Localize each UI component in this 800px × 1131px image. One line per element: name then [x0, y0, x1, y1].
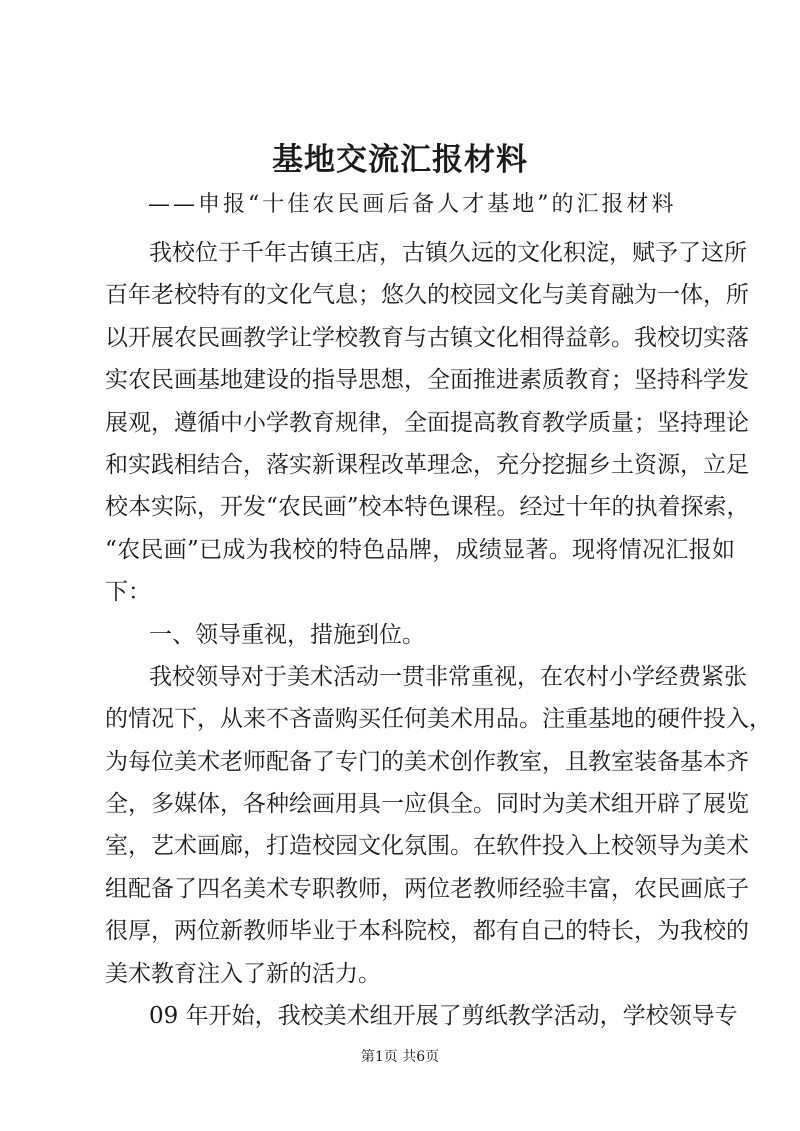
- paragraph-line: 组配备了四名美术专职教师，两位老教师经验丰富，农民画底子: [105, 875, 749, 902]
- paragraph-line: 的情况下，从来不吝啬购买任何美术用品。注重基地的硬件投入，: [105, 706, 772, 733]
- paragraph: [105, 614, 735, 656]
- paragraph-line: 全，多媒体，各种绘画用具一应俱全。同时为美术组开辟了展览: [105, 791, 749, 818]
- paragraph-line: 室，艺术画廊，打造校园文化氛围。在软件投入上校领导为美术: [105, 833, 749, 860]
- paragraph-line: 美术教育注入了新的活力。: [105, 960, 381, 987]
- document-title: 基地交流汇报材料: [272, 142, 528, 178]
- paragraph-line: 下：: [105, 579, 151, 606]
- paragraph-line: 09 年开始，我校美术组开展了剪纸教学活动，学校领导专: [149, 1003, 738, 1030]
- paragraph: [105, 232, 750, 614]
- paragraph-line: 以开展农民画教学让学校教育与古镇文化相得益彰。我校切实落: [105, 324, 749, 351]
- paragraph-line: 我校位于千年古镇王店，古镇久远的文化积淀，赋予了这所: [149, 240, 747, 266]
- paragraph-line: “农民画”已成为我校的特色品牌，成绩显著。现将情况汇报如: [105, 536, 735, 563]
- paragraph: [105, 656, 772, 995]
- paragraph-line: 展观，遵循中小学教育规律，全面提高教育教学质量；坚持理论: [105, 409, 749, 436]
- paragraph-line: 我校领导对于美术活动一贯非常重视，在农村小学经费紧张: [149, 663, 747, 690]
- paragraph-line: 实农民画基地建设的指导思想，全面推进素质教育；坚持科学发: [105, 367, 749, 394]
- paragraph-line: 为每位美术老师配备了专门的美术创作教室，且教室装备基本齐: [105, 748, 749, 775]
- paragraph-line: 百年老校特有的文化气息；悠久的校园文化与美育融为一体，所: [105, 282, 749, 309]
- paragraph-line: 和实践相结合，落实新课程改革理念，充分挖掘乡土资源，立足: [105, 451, 749, 478]
- page-indicator: 第1页 共6页: [360, 1049, 440, 1065]
- document-subtitle: ——申报“十佳农民画后备人才基地”的汇报材料: [148, 192, 677, 217]
- document-body: [105, 232, 772, 1037]
- paragraph-line: 一、领导重视，措施到位。: [149, 621, 425, 648]
- paragraph: [105, 995, 738, 1037]
- paragraph-line: 很厚，两位新教师毕业于本科院校，都有自己的特长，为我校的: [105, 918, 749, 945]
- paragraph-line: 校本实际，开发“农民画”校本特色课程。经过十年的执着探索，: [105, 494, 750, 521]
